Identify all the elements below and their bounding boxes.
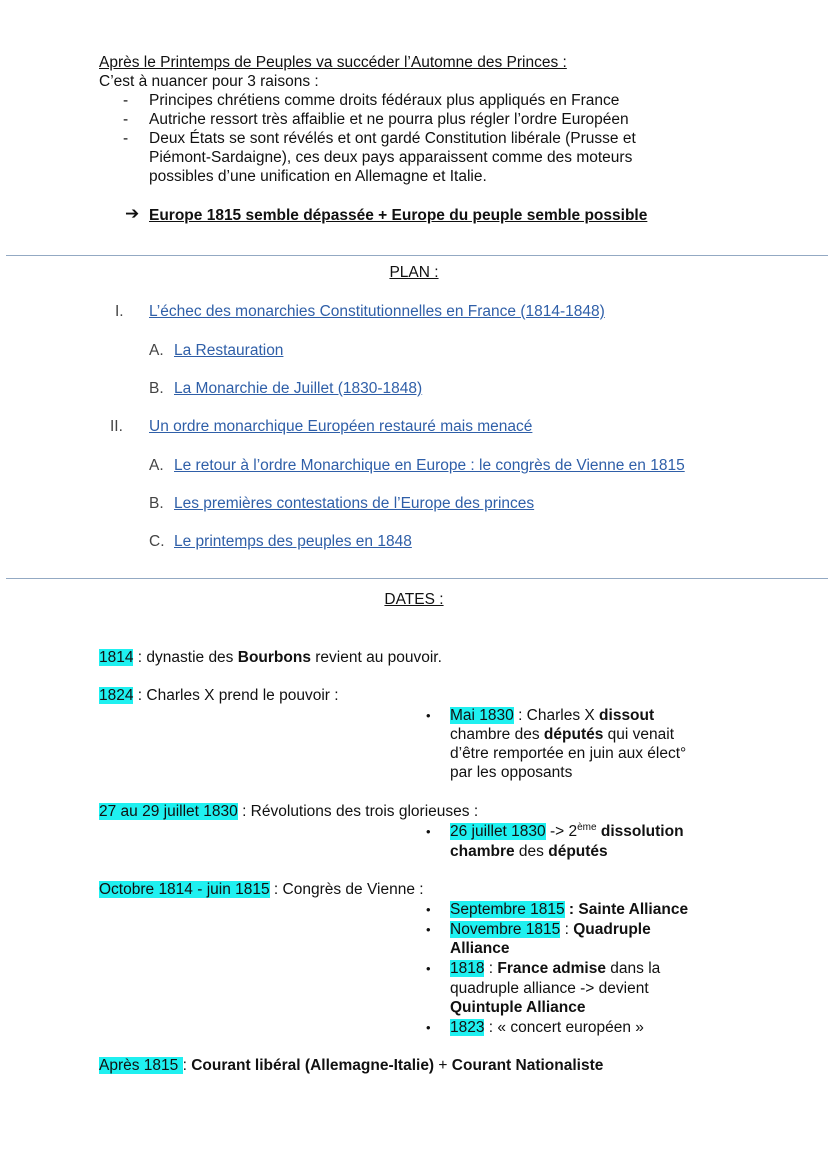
date-entry-1814 [99,648,442,668]
date-entry-1830 [99,802,478,822]
intro-conclusion: Europe 1815 semble dépassée + Europe du peuple semble possible [149,207,648,224]
sub-entry-line: d’être remportée en juin aux élect° [450,745,687,762]
date-highlight: 27 au 29 juillet 1830 [99,803,238,820]
bullet-icon: • [426,902,431,917]
date-text: : Charles X prend le pouvoir : [133,687,339,704]
plan-numeral: II. [110,418,123,435]
plan-link-2a[interactable]: Le retour à l’ordre Monarchique en Europe : le congrès de Vienne en 1815 [174,457,685,474]
bullet-icon: • [426,1020,431,1035]
sub-entry-line [450,842,608,862]
list-dash: - [123,130,129,147]
date-text-bold: Bourbons [237,649,311,666]
date-text: : [182,1057,192,1074]
date-text-bold: dissolution [596,823,684,840]
list-item-cont: possibles d’une unification en Allemagne et Italie. [149,168,487,185]
date-text: -> 2 [545,823,578,840]
date-text-bold: dissout [599,707,655,724]
list-item: Autriche ressort très affaiblie et ne pourra plus régler l’ordre Européen [149,111,629,128]
plan-link-2b[interactable]: Les premières contestations de l’Europe des princes [174,495,535,512]
date-text: revient au pouvoir. [310,649,442,666]
sub-entry-line: Quintuple Alliance [450,999,586,1016]
plan-link-1b[interactable]: La Monarchie de Juillet (1830-1848) [174,380,423,397]
plan-link-1a[interactable]: La Restauration [174,342,284,359]
date-text-bold: : Sainte Alliance [564,901,689,918]
intro-title: Après le Printemps de Peuples va succéder l’Automne des Princes : [99,54,567,71]
bullet-icon: • [426,922,431,937]
date-text: : Charles X [513,707,600,724]
sub-entry-1823 [450,1018,644,1038]
date-text-bold: France admise [497,960,606,977]
sub-entry-nov-1815 [450,920,651,940]
list-item: Principes chrétiens comme droits fédéraux plus appliqués en France [149,92,620,109]
date-text: qui venait [603,726,675,743]
date-text-bold: Quadruple [573,921,651,938]
date-text: des [514,843,549,860]
date-text: : [484,960,498,977]
intro-subtitle: C’est à nuancer pour 3 raisons : [99,73,319,90]
date-highlight: 26 juillet 1830 [450,823,546,840]
list-item: Deux États se sont révélés et ont gardé Constitution libérale (Prusse et [149,130,636,147]
sub-entry-sept-1815 [450,900,688,920]
date-entry-apres-1815 [99,1056,603,1076]
plan-letter: B. [149,495,164,512]
date-highlight: Octobre 1814 - juin 1815 [99,881,270,898]
plan-letter: A. [149,457,164,474]
divider [6,578,828,579]
date-text: : [560,921,574,938]
list-dash: - [123,92,129,109]
plan-link-part-2[interactable]: Un ordre monarchique Européen restauré mais menacé [149,418,533,435]
date-text: dans la [605,960,661,977]
sub-entry-line [450,725,674,745]
plan-heading: PLAN : [389,264,439,281]
plan-link-2c[interactable]: Le printemps des peuples en 1848 [174,533,412,550]
sub-entry-line: par les opposants [450,764,573,781]
date-highlight: Novembre 1815 [450,921,561,938]
bullet-icon: • [426,824,431,839]
list-item-cont: Piémont-Sardaigne), ces deux pays apparaissent comme des moteurs [149,149,633,166]
date-text: : « concert européen » [484,1019,644,1036]
date-highlight: Mai 1830 [450,707,514,724]
sub-entry-mai-1830 [450,706,654,726]
date-entry-1824 [99,686,339,706]
date-highlight: 1818 [450,960,485,977]
sub-entry-1818 [450,959,660,979]
divider [6,255,828,256]
sub-entry-26-juillet [450,822,684,842]
date-highlight: 1814 [99,649,134,666]
date-text: + [434,1057,452,1074]
date-highlight: 1823 [450,1019,485,1036]
date-text-bold: Courant Nationaliste [451,1057,604,1074]
date-entry-vienne [99,880,424,900]
plan-numeral: I. [115,303,124,320]
date-highlight: 1824 [99,687,134,704]
date-text-bold: chambre [450,843,515,860]
list-dash: - [123,111,129,128]
plan-letter: B. [149,380,164,397]
bullet-icon: • [426,961,431,976]
dates-heading: DATES : [384,591,444,608]
arrow-icon: ➔ [125,204,140,223]
date-highlight: Après 1815 [99,1057,183,1074]
date-text: chambre des [450,726,544,743]
plan-letter: C. [149,533,165,550]
plan-link-part-1[interactable]: L’échec des monarchies Constitutionnelles en France (1814-1848) [149,303,605,320]
date-text-bold: députés [543,726,604,743]
date-text-bold: députés [548,843,608,860]
date-highlight: Septembre 1815 [450,901,565,918]
date-text-bold: Courant libéral (Allemagne-Italie) [191,1057,435,1074]
date-text: : Révolutions des trois glorieuses : [237,803,479,820]
plan-letter: A. [149,342,164,359]
sub-entry-line: Alliance [450,940,510,957]
bullet-icon: • [426,708,431,723]
superscript: ème [577,821,597,833]
date-text: : dynastie des [133,649,238,666]
sub-entry-line: quadruple alliance -> devient [450,980,649,997]
date-text: : Congrès de Vienne : [269,881,424,898]
